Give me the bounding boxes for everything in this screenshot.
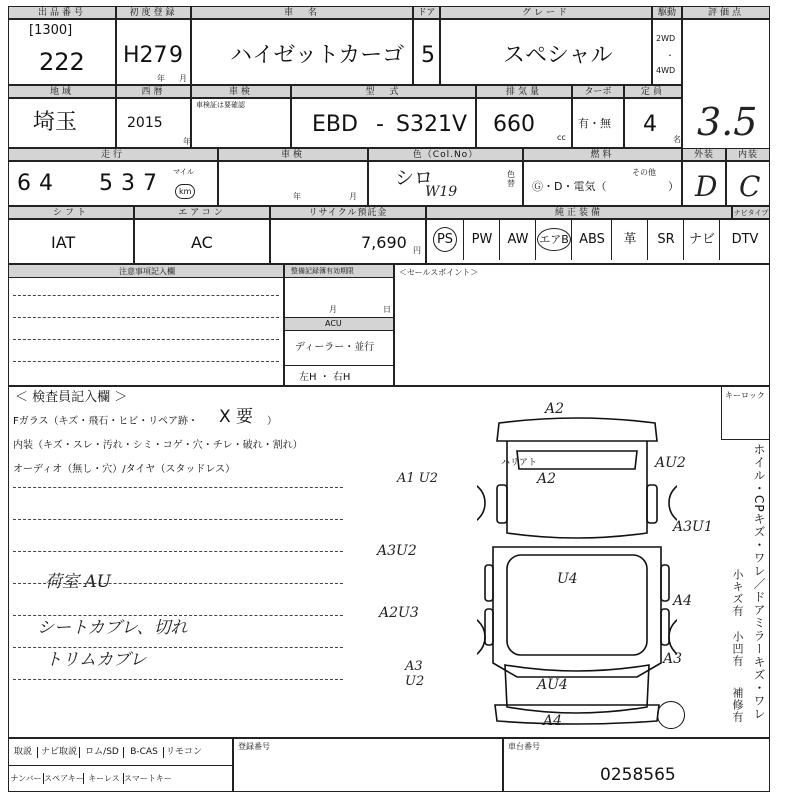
register-header: 登録番号 — [238, 742, 270, 751]
header-drive: 駆動 — [652, 6, 682, 19]
header-recycle: リサイクル預託金 — [270, 206, 426, 219]
mark-right-slide: A4 — [673, 593, 693, 609]
fuel-close: ） — [668, 180, 679, 193]
seats-value: 4 — [643, 112, 657, 137]
header-grade: グレード — [440, 6, 652, 19]
mileage-mile: マイル — [173, 168, 194, 176]
interior-note: 内装（キズ・スレ・汚れ・シミ・コゲ・穴・チレ・破れ・割れ） — [13, 440, 303, 451]
mark-roof: U4 — [557, 571, 578, 587]
mark-right-door: A3U1 — [673, 519, 713, 535]
cc-unit: cc — [557, 133, 566, 142]
mark-note: ハリアト — [501, 458, 538, 468]
mark-hood: A2 — [537, 471, 557, 487]
header-turbo: ターボ — [572, 85, 624, 98]
model-code: S321V — [396, 112, 468, 137]
seller-type: ディーラー・並行 — [295, 342, 375, 353]
mark-left-rear: A3 U2 — [405, 659, 425, 689]
handle-side: 左H ・ 右H — [299, 372, 351, 383]
header-interior: 内装 — [726, 148, 770, 161]
header-navi-type: ナビタイプ — [732, 206, 770, 219]
records-cell — [284, 264, 394, 386]
header-exterior: 外装 — [682, 148, 726, 161]
exterior-cell — [682, 161, 726, 206]
seats-unit: 名 — [673, 135, 681, 144]
shaken-month: 月 — [349, 192, 357, 201]
header-fuel: 燃料 — [523, 148, 682, 161]
records-ac-header: ACU — [325, 319, 342, 328]
mileage-cell — [8, 161, 218, 206]
side-note-small-scratch: 小キズ有 — [731, 569, 744, 617]
lot-number: 222 — [39, 48, 85, 76]
side-note-small-dent: 小凹有 — [731, 631, 744, 667]
year-suffix: 年 — [183, 137, 191, 146]
lot-cell — [8, 19, 116, 85]
spare-tire-circle — [657, 701, 685, 729]
records-header: 整備記録簿有効期限 — [291, 267, 354, 275]
handwritten-trim: トリムカブレ — [45, 650, 147, 670]
mileage-digit-1: 6 — [17, 171, 31, 196]
fuel-cell — [523, 161, 682, 206]
western-year: 2015 — [127, 115, 163, 131]
mark-front: A2 — [545, 401, 565, 417]
recycle-value: 7,690 — [361, 233, 407, 252]
audio-note: オーディオ（無し・穴）/タイヤ（スタッドレス） — [13, 464, 236, 475]
score-cell — [682, 19, 770, 149]
check-remote: リモコン — [163, 747, 204, 758]
aircon-value: AC — [191, 233, 213, 252]
header-doors: ドア — [413, 6, 440, 19]
header-score: 評価点 — [682, 6, 770, 19]
drive-2wd: 2WD — [656, 34, 676, 43]
color-name-text: シロ — [395, 167, 434, 189]
header-aircon: エアコン — [134, 206, 270, 219]
mark-left-door: A3U2 — [377, 543, 417, 559]
mark-right-rear: A3 — [663, 651, 683, 667]
recycle-cell — [270, 219, 426, 264]
header-region: 地域 — [8, 85, 116, 98]
fuel-options: Ⓖ・D・電気（ — [532, 180, 607, 193]
header-seats: 定員 — [624, 85, 682, 98]
reg-year-unit: 年 — [157, 74, 165, 83]
shift-value: IAT — [51, 233, 76, 252]
header-inspection: 車検 — [191, 85, 291, 98]
check-keyless: キーレス — [83, 773, 124, 784]
glass-close: ） — [267, 416, 277, 427]
inspection-cell — [191, 98, 291, 148]
header-color: 色（Col.No） — [368, 148, 523, 161]
header-auction: 出品番号 — [8, 6, 116, 19]
color-cell — [368, 161, 523, 206]
year-cell — [116, 98, 191, 148]
mileage-digit-5: 7 — [143, 171, 157, 196]
reg-month: 9 — [169, 43, 183, 68]
model-code-cell — [291, 98, 476, 148]
score-value: 3.5 — [697, 100, 758, 144]
equip-airbag: エアB — [535, 220, 572, 260]
handwritten-seat: シートカブレ、切れ — [37, 618, 188, 638]
header-displacement: 排気量 — [476, 85, 572, 98]
fuel-other: その他 — [632, 168, 656, 177]
displacement-cell — [476, 98, 572, 148]
records-month: 月 — [329, 305, 337, 314]
sales-cell — [394, 264, 770, 386]
equip-dtv: DTV — [719, 220, 770, 260]
equip-leather: 革 — [611, 220, 648, 260]
check-rom: ロム/SD — [79, 747, 124, 758]
shaken-cell — [218, 161, 368, 206]
model-dash: - — [376, 112, 384, 137]
side-note-main: ホイル・CPキズ・ワレ／ドアミラーキズ・ワレ — [752, 443, 766, 721]
chassis-number: 0258565 — [600, 765, 676, 785]
equip-navi: ナビ — [683, 220, 720, 260]
grade-value: スペシャル — [503, 43, 613, 68]
inspection-note: 車検証は要確認 — [196, 101, 245, 109]
doors-cell — [413, 19, 440, 85]
check-spare-key: スペアキー — [44, 774, 84, 783]
lot-prefix: [1300] — [29, 23, 73, 38]
glass-note: Fガラス（キズ・飛石・ヒビ・リペア跡・ — [13, 416, 199, 427]
reg-era-year: H27 — [123, 43, 168, 68]
seats-cell — [624, 98, 682, 148]
mileage-digit-2: 4 — [39, 171, 53, 196]
model-prefix: EBD — [312, 112, 358, 137]
inspector-cell — [8, 386, 770, 738]
checklist-cell — [8, 738, 233, 792]
equipment-cell — [426, 219, 770, 264]
mark-rear: AU4 — [537, 677, 568, 693]
doors-value: 5 — [421, 43, 435, 68]
model-name: ハイゼットカーゴ — [230, 43, 405, 68]
check-navi-manual: ナビ取説 — [37, 747, 80, 758]
sales-header: ＜セールスポイント＞ — [399, 268, 479, 277]
auction-sheet — [8, 6, 770, 792]
side-note-repair: 補修有 — [731, 687, 744, 723]
equip-abs: ABS — [571, 220, 612, 260]
model-name-cell — [191, 19, 413, 85]
header-shift: シフト — [8, 206, 134, 219]
header-shaken: 車検 — [218, 148, 368, 161]
equip-ps: PS — [427, 220, 463, 260]
header-model-name: 車 名 — [191, 6, 413, 19]
drive-4wd: 4WD — [656, 66, 676, 75]
region-value: 埼玉 — [33, 110, 78, 135]
color-code: W19 — [425, 184, 458, 200]
records-day: 日 — [383, 305, 391, 314]
register-cell — [233, 738, 503, 792]
exterior-grade: D — [695, 170, 718, 203]
mark-bumper: A4 — [543, 713, 563, 729]
chassis-header: 車台番号 — [508, 742, 540, 751]
notes-header: 注意事項記入欄 — [119, 267, 175, 276]
reg-month-unit: 月 — [179, 74, 187, 83]
region-cell — [8, 98, 116, 148]
aircon-cell — [134, 219, 270, 264]
shaken-year: 年 — [293, 192, 301, 201]
check-smart-key: スマートキー — [124, 774, 172, 783]
check-number: ナンバー — [10, 774, 42, 783]
mark-left-slide: A2U3 — [379, 605, 419, 621]
interior-grade: C — [739, 170, 761, 203]
shift-cell — [8, 219, 134, 264]
check-manual: 取説 — [13, 747, 32, 757]
turbo-cell — [572, 98, 624, 148]
mark-front-left: A1 U2 — [397, 471, 439, 486]
header-model-code: 型 式 — [291, 85, 476, 98]
chassis-cell — [503, 738, 770, 792]
recycle-yen: 円 — [413, 246, 421, 255]
mileage-digit-4: 3 — [121, 171, 135, 196]
equip-sr: SR — [647, 220, 684, 260]
handwritten-cargo: 荷室 AU — [45, 572, 112, 592]
header-first-reg: 初度登録 — [116, 6, 191, 19]
grade-cell — [440, 19, 652, 85]
mileage-digit-3: 5 — [99, 171, 113, 196]
mark-front-right: AU2 — [655, 455, 686, 471]
equip-aw: AW — [499, 220, 536, 260]
drive-cell: 2WD ・ 4WD — [652, 19, 682, 85]
displacement-value: 660 — [493, 112, 535, 137]
first-reg-cell — [116, 19, 191, 85]
glass-x: X 要 — [219, 407, 254, 427]
color-change: 色替 — [507, 170, 515, 188]
turbo-value: 有・無 — [578, 117, 611, 130]
header-mileage: 走行 — [8, 148, 218, 161]
interior-cell — [726, 161, 770, 206]
inspector-header: ＜ 検査員記入欄 ＞ — [15, 390, 128, 405]
header-equipment: 純正装備 — [426, 206, 732, 219]
equip-pw: PW — [463, 220, 500, 260]
key-lock-header: キーロック — [725, 391, 765, 400]
mileage-km: km — [175, 184, 195, 199]
check-bcas: B-CAS — [123, 747, 164, 758]
notes-cell — [8, 264, 284, 386]
header-year: 西暦 — [116, 85, 191, 98]
